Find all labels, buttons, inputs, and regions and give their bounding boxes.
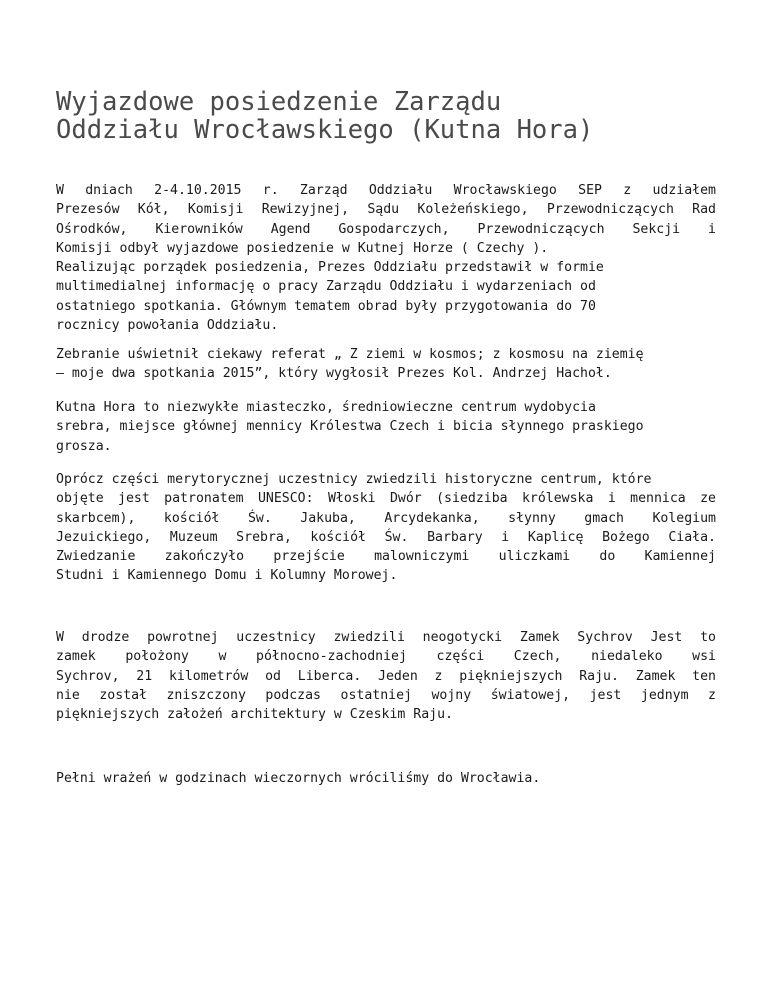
- paragraph-line: Realizując porządek posiedzenia, Prezes Oddziału przedstawił w formie: [56, 260, 604, 276]
- paragraph-sightseeing: [56, 470, 716, 586]
- article-title: [56, 88, 716, 144]
- paragraph-line: Kutna Hora to niezwykłe miasteczko, średniowieczne centrum wydobycia: [56, 400, 596, 415]
- paragraph-line: multimedialnej informację o pracy Zarządu Oddziału i wydarzeniach od: [56, 279, 596, 295]
- paragraph-line: Jezuickiego, Muzeum Srebra, kościół Św. Barbary i Kaplicę Bożego Ciała.: [56, 529, 716, 545]
- paragraph-line: Oprócz części merytorycznej uczestnicy zwiedzili historyczne centrum, które: [56, 472, 652, 487]
- paragraph-line: zamek położony w północno-zachodniej części Czech, niedaleko wsi: [56, 649, 716, 665]
- paragraph-line: piękniejszych założeń architektury w Czeskim Raju.: [56, 707, 453, 723]
- paragraph-line: Pełni wrażeń w godzinach wieczornych wróciliśmy do Wrocławia.: [56, 771, 541, 786]
- paragraph-line: nie został zniszczony podczas ostatniej wojny światowej, jest jednym z: [56, 687, 716, 703]
- paragraph-line: grosza.: [56, 438, 112, 454]
- paragraph-lecture: [56, 345, 716, 384]
- paragraph-line: Studni i Kamiennego Domu i Kolumny Morowej.: [56, 568, 398, 584]
- title-line: Oddziału Wrocławskiego (Kutna Hora): [56, 115, 594, 145]
- paragraph-meeting: [56, 181, 716, 335]
- paragraph-line: – moje dwa spotkania 2015”, który wygłosił Prezes Kol. Andrzej Hachoł.: [56, 366, 612, 382]
- paragraph-line: srebra, miejsce głównej mennicy Królestwa Czech i bicia słynnego praskiego: [56, 419, 644, 435]
- paragraph-line: skarbcem), kościół Św. Jakuba, Arcydekanka, słynny gmach Kolegium: [56, 510, 716, 526]
- title-line: Wyjazdowe posiedzenie Zarządu: [56, 87, 502, 117]
- paragraph-closing: [56, 769, 716, 788]
- paragraph-line: Prezesów Kół, Komisji Rewizyjnej, Sądu Koleżeńskiego, Przewodniczących Rad: [56, 202, 716, 218]
- paragraph-line: Sychrov, 21 kilometrów od Liberca. Jeden z piękniejszych Raju. Zamek ten: [56, 668, 716, 684]
- paragraph-kutna-hora: [56, 398, 716, 456]
- paragraph-line: Zebranie uświetnił ciekawy referat „ Z ziemi w kosmos; z kosmosu na ziemię: [56, 347, 644, 362]
- paragraph-line: Komisji odbył wyjazdowe posiedzenie w Kutnej Horze ( Czechy ).: [56, 240, 549, 256]
- paragraph-line: W drodze powrotnej uczestnicy zwiedzili neogotycki Zamek Sychrov Jest to: [56, 630, 716, 645]
- paragraph-line: objęte jest patronatem UNESCO: Włoski Dwór (siedziba królewska i mennica ze: [56, 491, 716, 507]
- paragraph-line: Ośrodków, Kierowników Agend Gospodarczych, Przewodniczących Sekcji i: [56, 221, 716, 237]
- paragraph-line: W dniach 2-4.10.2015 r. Zarząd Oddziału Wrocławskiego SEP z udziałem: [56, 183, 716, 198]
- paragraph-line: rocznicy powołania Oddziału.: [56, 318, 279, 334]
- paragraph-line: ostatniego spotkania. Głównym tematem obrad były przygotowania do 70: [56, 298, 596, 314]
- paragraph-line: Zwiedzanie zakończyło przejście malowniczymi uliczkami do Kamiennej: [56, 549, 716, 565]
- paragraph-return-trip: [56, 628, 716, 724]
